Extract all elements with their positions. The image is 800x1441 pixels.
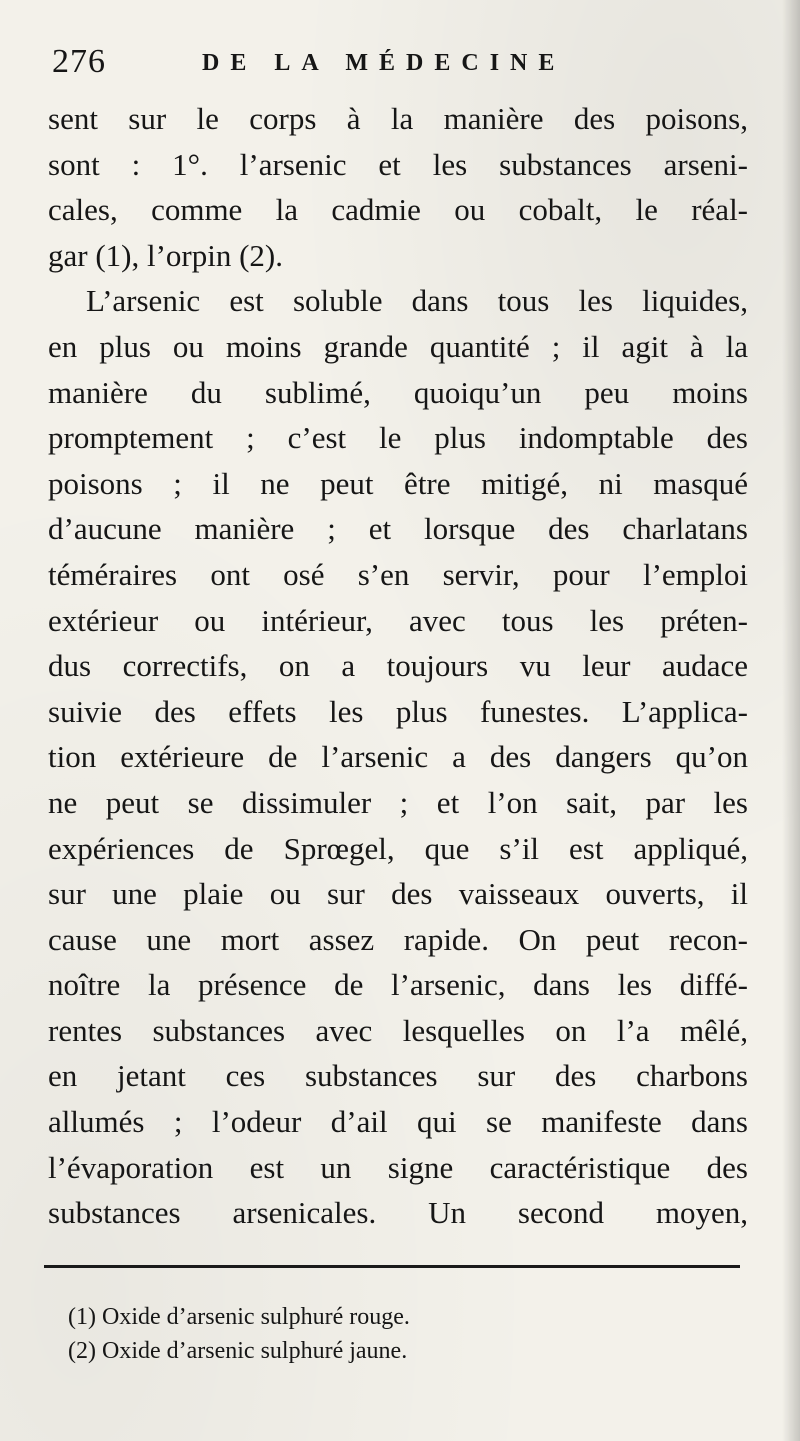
page-header: [52, 42, 752, 86]
text-line: en jetant ces substances sur des charbons: [48, 1058, 748, 1094]
text-line: tion extérieure de l’arsenic a des dangers qu’on: [48, 739, 748, 775]
footnote-rule: [44, 1265, 740, 1268]
text-line: sent sur le corps à la manière des poisons,: [48, 101, 748, 136]
text-line: expériences de Sprœgel, que s’il est appliqué,: [48, 830, 748, 866]
text-line: sur une plaie ou sur des vaisseaux ouverts, il: [48, 876, 748, 912]
text-line: cause une mort assez rapide. On peut recon-: [48, 921, 748, 957]
text-line: en plus ou moins grande quantité ; il agit à la: [48, 328, 748, 364]
text-line: l’évaporation est un signe caractéristique des: [48, 1149, 748, 1185]
text-line: gar (1), l’orpin (2).: [48, 237, 283, 273]
footnote: (1) Oxide d’arsenic sulphuré rouge.: [68, 1304, 410, 1330]
text-line: dus correctifs, on a toujours vu leur audace: [48, 648, 748, 684]
text-line: suivie des effets les plus funestes. L’applica-: [48, 693, 748, 729]
running-head: DE LA MÉDECINE: [202, 50, 566, 76]
text-line: manière du sublimé, quoiqu’un peu moins: [48, 374, 748, 410]
text-line: substances arsenicales. Un second moyen,: [48, 1195, 748, 1231]
footnote: (2) Oxide d’arsenic sulphuré jaune.: [68, 1338, 408, 1364]
text-line: d’aucune manière ; et lorsque des charlatans: [48, 511, 748, 547]
text-line: cales, comme la cadmie ou cobalt, le réal-: [48, 192, 748, 228]
text-line: allumés ; l’odeur d’ail qui se manifeste dans: [48, 1104, 748, 1140]
text-line: extérieur ou intérieur, avec tous les préten-: [48, 602, 748, 638]
text-line: noître la présence de l’arsenic, dans les diffé-: [48, 967, 748, 1003]
body-text: [48, 96, 748, 1236]
page-number: 276: [52, 43, 106, 80]
text-line: ne peut se dissimuler ; et l’on sait, par les: [48, 784, 748, 820]
text-line: L’arsenic est soluble dans tous les liquides,: [86, 283, 748, 319]
footnotes: [68, 1300, 668, 1368]
text-line: promptement ; c’est le plus indomptable des: [48, 420, 748, 456]
text-line: rentes substances avec lesquelles on l’a mêlé,: [48, 1012, 748, 1048]
text-line: sont : 1°. l’arsenic et les substances arseni-: [48, 146, 748, 182]
text-line: poisons ; il ne peut être mitigé, ni masqué: [48, 465, 748, 501]
page-edge-shadow: [782, 0, 800, 1441]
text-line: téméraires ont osé s’en servir, pour l’emploi: [48, 556, 748, 592]
